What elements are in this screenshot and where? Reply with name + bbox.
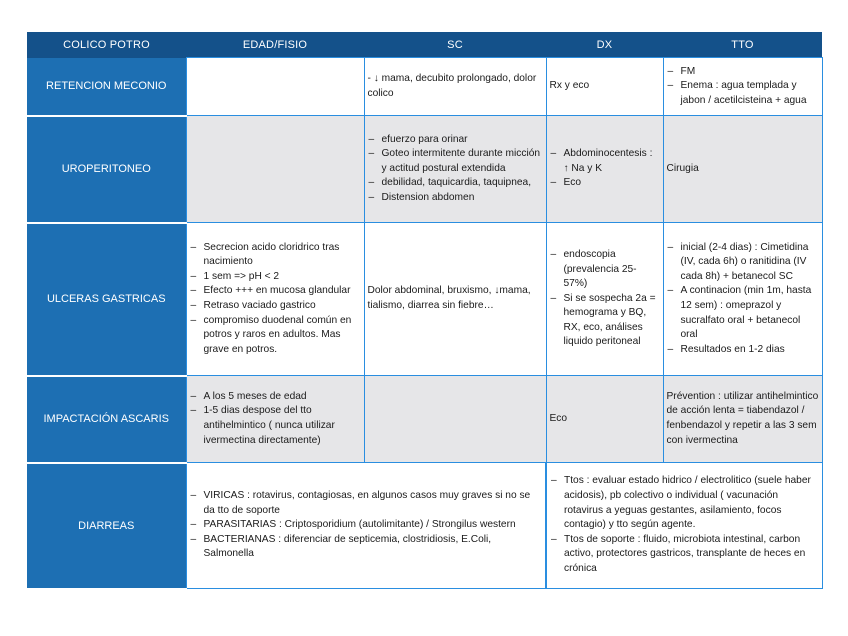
list-item: – Ttos de soporte : fluido, microbiota intestinal, carbon activo, protectores gastricos, transplante de heces en crónica xyxy=(550,533,819,577)
header-sc: SC xyxy=(364,32,546,58)
header-row xyxy=(27,32,822,58)
cell-sc xyxy=(364,58,546,116)
bullet-list xyxy=(368,133,543,206)
cell-text: - ↓ mama, decubito prolongado, dolor colico xyxy=(367,72,537,99)
table-row xyxy=(27,116,822,223)
row-label: UROPERITONEO xyxy=(27,116,186,223)
list-item: – FM xyxy=(667,65,819,80)
bullet-list xyxy=(190,241,361,358)
bullet-list xyxy=(550,248,660,350)
cell-tto xyxy=(663,58,822,116)
list-item: – 1 sem => pH < 2 xyxy=(190,270,361,285)
list-item: – Si se sospecha 2a = hemograma y BQ, RX, eco, análises liquido peritoneal xyxy=(550,292,660,350)
cell-tto xyxy=(663,376,822,463)
list-item: – Secrecion acido cloridrico tras nacimiento xyxy=(190,241,361,270)
cell-text: Dolor abdominal, bruxismo, ↓mama, tialismo, diarrea sin fiebre… xyxy=(367,285,531,311)
header-dx: DX xyxy=(546,32,663,58)
table-row xyxy=(27,58,822,116)
row-label: ULCERAS GASTRICAS xyxy=(27,223,186,376)
header-colico-potro: COLICO POTRO xyxy=(27,32,186,58)
cell-edad-fisio xyxy=(186,116,364,223)
list-item: – efuerzo para orinar xyxy=(368,133,543,148)
list-item: – VIRICAS : rotavirus, contagiosas, en algunos casos muy graves si no se da tto de soporte xyxy=(190,489,543,518)
cell-dx xyxy=(546,376,663,463)
list-item: – endoscopia (prevalencia 25-57%) xyxy=(550,248,660,292)
list-item: – 1-5 dias despose del tto antihelmintico ( nunca utilizar ivermectina directamente) xyxy=(190,404,361,448)
list-item: – Enema : agua templada y jabon / acetilcisteina + agua xyxy=(667,79,819,108)
cell-dx-tto-merged xyxy=(546,463,822,589)
list-item: – A continacion (min 1m, hasta 12 sem) : omeprazol y sucralfato oral + betanecol oral xyxy=(667,284,819,342)
list-item: – Ttos : evaluar estado hidrico / electrolitico (suele haber acidosis), pb colectivo o individual ( vacunación rotavirus a yeguas gestantes, asilamiento, focos contagio) y tto según agente. xyxy=(550,474,819,532)
bullet-list xyxy=(667,241,819,358)
colico-potro-table-wrapper xyxy=(27,32,822,590)
cell-sc xyxy=(364,376,546,463)
cell-dx xyxy=(546,58,663,116)
row-label: IMPACTACIÓN ASCARIS xyxy=(27,376,186,463)
cell-text: Rx y eco xyxy=(549,80,590,92)
header-tto: TTO xyxy=(663,32,822,58)
bullet-list xyxy=(667,65,819,109)
cell-dx xyxy=(546,223,663,376)
list-item: – Eco xyxy=(550,176,660,191)
cell-text: Prévention : utilizar antihelmintico de acción lenta = tiabendazol / fenbendazol y repetir a las 3 sem con ivermectina xyxy=(666,390,819,446)
cell-tto xyxy=(663,223,822,376)
list-item: – Distension abdomen xyxy=(368,191,543,206)
cell-edad-fisio xyxy=(186,223,364,376)
bullet-list xyxy=(550,147,660,191)
header-edad-fisio: EDAD/FISIO xyxy=(186,32,364,58)
table-row xyxy=(27,463,822,589)
bullet-list xyxy=(190,390,361,448)
bullet-list xyxy=(550,474,819,576)
colico-potro-table xyxy=(27,32,823,590)
list-item: – BACTERIANAS : diferenciar de septicemia, clostridiosis, E.Coli, Salmonella xyxy=(190,533,543,562)
list-item: – A los 5 meses de edad xyxy=(190,390,361,405)
list-item: – PARASITARIAS : Criptosporidium (autolimitante) / Strongilus western xyxy=(190,518,543,533)
list-item: – Resultados en 1-2 dias xyxy=(667,343,819,358)
cell-edad-fisio xyxy=(186,58,364,116)
list-item: – Retraso vaciado gastrico xyxy=(190,299,361,314)
list-item: – Goteo intermitente durante micción y actitud postural extendida xyxy=(368,147,543,176)
table-row xyxy=(27,376,822,463)
bullet-list xyxy=(190,489,543,562)
list-item: – Efecto +++ en mucosa glandular xyxy=(190,284,361,299)
cell-edad-sc-merged xyxy=(186,463,546,589)
cell-edad-fisio xyxy=(186,376,364,463)
cell-tto xyxy=(663,116,822,223)
row-label: RETENCION MECONIO xyxy=(27,58,186,116)
cell-text: Cirugia xyxy=(666,162,699,174)
list-item: – compromiso duodenal común en potros y raros en adultos. Mas grave en potros. xyxy=(190,314,361,358)
list-item: – debilidad, taquicardia, taquipnea, xyxy=(368,176,543,191)
cell-sc xyxy=(364,116,546,223)
list-item: – inicial (2-4 dias) : Cimetidina (IV, cada 6h) o ranitidina (IV cada 8h) + betanecol SC xyxy=(667,241,819,285)
cell-sc xyxy=(364,223,546,376)
list-item: – Abdominocentesis : ↑ Na y K xyxy=(550,147,660,176)
table-row xyxy=(27,223,822,376)
row-label: DIARREAS xyxy=(27,463,186,589)
cell-text: Eco xyxy=(549,412,568,424)
cell-dx xyxy=(546,116,663,223)
